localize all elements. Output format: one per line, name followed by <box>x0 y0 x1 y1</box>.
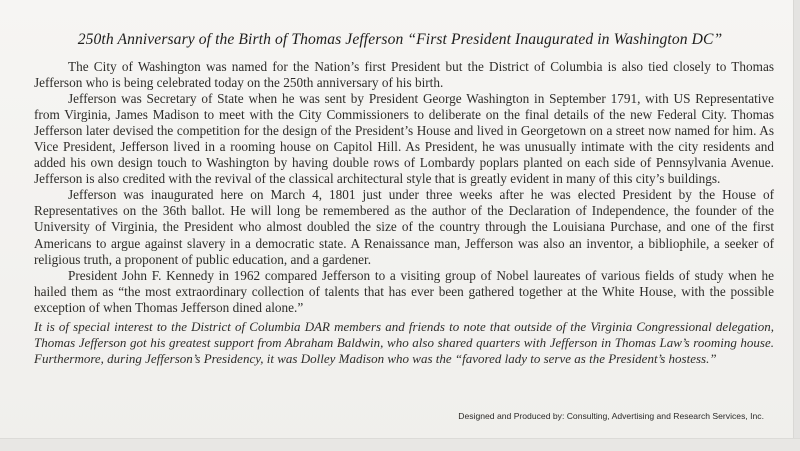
paragraph-secretary-of-state: Jefferson was Secretary of State when he was sent by President George Washington in September 1791, with US Representative from Virginia, James Madison to meet with the City Commissioners to deliberate on the final details of the new Federal City. Thomas Jefferson later devised the competition for the design of the President’s House and lived in Georgetown on a street now named for him. As Vice President, Jefferson lived in a rooming house on Capitol Hill. As President, he was unusually intimate with the city residents and added his own design touch to Washington by having double rows of Lombardy poplars planted on each side of Pennsylvania Avenue. Jefferson is also credited with the revival of the classical architectural style that is greatly evident in many of this city’s buildings. <box>34 91 774 187</box>
paragraph-inauguration: Jefferson was inaugurated here on March 4, 1801 just under three weeks after he was elected President by the House of Representatives on the 36th ballot. He will long be remembered as the author of the Declaration of Independence, the founder of the University of Virginia, the President who almost doubled the size of the country through the Louisiana Purchase, and one of the first Americans to argue against slavery in a democratic state. A Renaissance man, Jefferson was also an inventor, a bibliophile, a seeker of religious truth, a proponent of public education, and a gardener. <box>34 187 774 267</box>
dar-note: It is of special interest to the District of Columbia DAR members and friends to note that outside of the Virginia Congressional delegation, Thomas Jefferson got his greatest support from Abraham Baldwin, who also shared quarters with Jefferson in Thomas Law’s rooming house. Furthermore, during Jefferson’s Presidency, it was Dolley Madison who was the “favored lady to serve as the President’s hostess.” <box>34 318 774 366</box>
document-title: 250th Anniversary of the Birth of Thomas Jefferson “First President Inaugurated in Washington DC” <box>77 31 723 48</box>
card-edge-bottom <box>0 438 800 451</box>
producer-credit: Designed and Produced by: Consulting, Advertising and Research Services, Inc. <box>458 411 764 421</box>
paragraph-city-named: The City of Washington was named for the Nation’s first President but the District of Columbia is also tied closely to Thomas Jefferson who is being celebrated today on the 250th anniversary of his birth. <box>34 59 774 91</box>
document-body <box>34 59 774 367</box>
paragraph-kennedy-quote: President John F. Kennedy in 1962 compared Jefferson to a visiting group of Nobel laureates of various fields of study when he hailed them as “the most extraordinary collection of talents that has ever been gathered together at the White House, with the possible exception of when Thomas Jefferson dined alone.” <box>34 267 774 315</box>
card-edge-right <box>793 0 800 451</box>
